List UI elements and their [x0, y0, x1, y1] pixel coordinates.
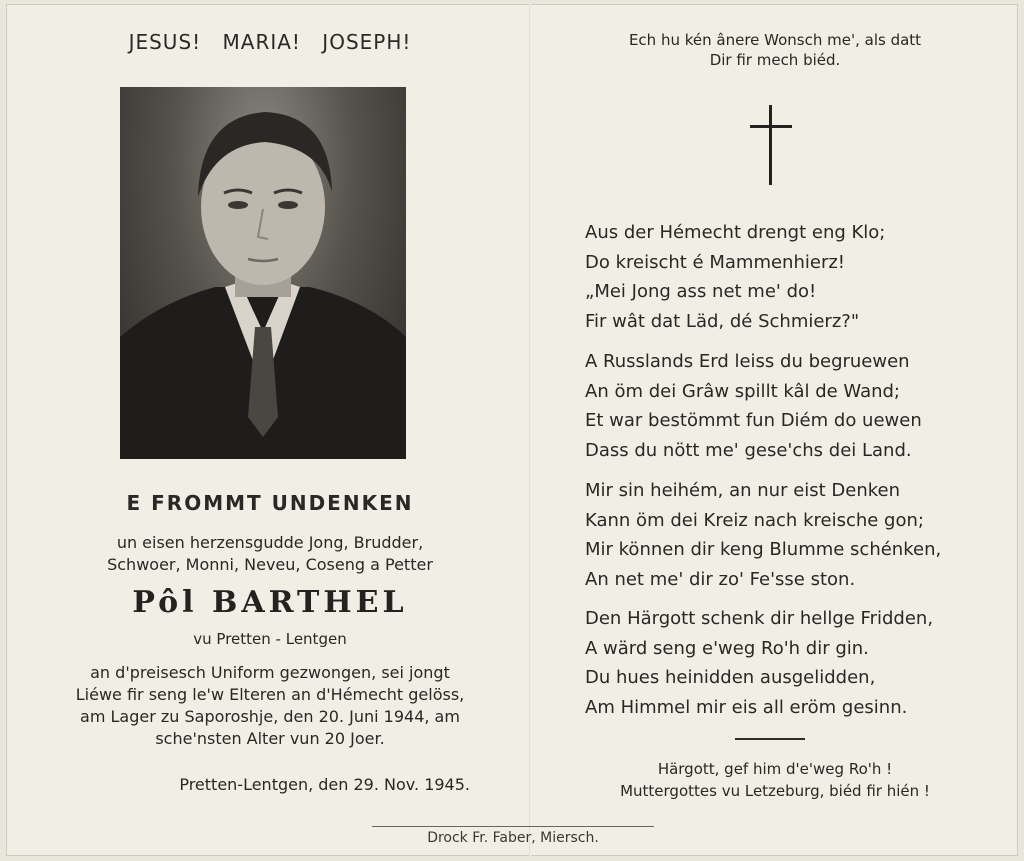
- printer-divider: [372, 826, 654, 827]
- card-fold: [529, 4, 531, 856]
- motto: [560, 30, 990, 70]
- poem-stanza-2: [585, 347, 1005, 465]
- poem-line: An öm dei Grâw spillt kâl de Wand;: [585, 380, 900, 402]
- poem-line: Den Härgott schenk dir hellge Fridden,: [585, 608, 934, 629]
- poem-line: Du hues heinidden ausgelidden,: [585, 667, 876, 688]
- card-heading: E FROMMT UNDENKEN: [126, 491, 414, 515]
- closing-line: Muttergottes vu Letzeburg, biéd fir hién !: [620, 782, 930, 800]
- motto-line: Ech hu kén ânere Wonsch me', als datt: [628, 31, 922, 49]
- poem-line: Et war bestömmt fun Diém do uewen: [585, 410, 922, 431]
- poem-line: Fir wât dat Läd, dé Schmierz?": [585, 310, 860, 332]
- closing-prayer: [560, 758, 990, 802]
- invocation: JESUS! MARIA! JOSEPH!: [128, 30, 412, 54]
- poem-line: Mir sin heihém, an nur eist Denken: [585, 480, 901, 501]
- intro-line: Schwoer, Monni, Neveu, Coseng a Petter: [107, 555, 433, 574]
- biography-line: Liéwe fir seng le'w Elteren an d'Hémecht gelöss,: [75, 685, 465, 704]
- place-and-date: Pretten-Lentgen, den 29. Nov. 1945.: [179, 775, 470, 794]
- poem-stanza-4: [585, 604, 1005, 722]
- biography-line: an d'preisesch Uniform gezwongen, sei jongt: [90, 663, 450, 682]
- poem-line: A wärd seng e'weg Ro'h dir gin.: [585, 637, 869, 659]
- intro-text: [40, 532, 500, 576]
- poem-line: An net me' dir zo' Fe'sse ston.: [585, 568, 856, 590]
- poem-stanza-3: [585, 476, 1005, 594]
- poem-line: Mir können dir keng Blumme schénken,: [585, 539, 942, 560]
- home-village: vu Pretten - Lentgen: [193, 630, 347, 648]
- poem-line: A Russlands Erd leiss du begruewen: [585, 351, 910, 372]
- closing-divider: [735, 738, 805, 740]
- poem-line: Dass du nött me' gese'chs dei Land.: [585, 439, 912, 461]
- poem-line: „Mei Jong ass net me' do!: [585, 281, 817, 302]
- intro-line: un eisen herzensgudde Jong, Brudder,: [116, 533, 424, 552]
- poem-line: Do kreischt é Mammenhierz!: [585, 251, 846, 273]
- printer-credit: Drock Fr. Faber, Miersch.: [427, 830, 599, 846]
- poem-line: Aus der Hémecht drengt eng Klo;: [585, 222, 886, 243]
- closing-line: Härgott, gef him d'e'weg Ro'h !: [657, 760, 893, 778]
- biography-text: [40, 662, 500, 750]
- motto-line: Dir fir mech biéd.: [709, 51, 841, 69]
- poem-line: Kann öm dei Kreiz nach kreische gon;: [585, 509, 924, 531]
- poem-stanza-1: [585, 218, 1005, 336]
- portrait-photo: [120, 87, 406, 459]
- biography-line: am Lager zu Saporoshje, den 20. Juni 1944, am: [80, 707, 460, 726]
- deceased-name: Pôl BARTHEL: [132, 585, 408, 620]
- biography-line: sche'nsten Alter vun 20 Joer.: [155, 729, 385, 748]
- poem-line: Am Himmel mir eis all eröm gesinn.: [585, 696, 908, 718]
- cross-icon: [750, 105, 792, 185]
